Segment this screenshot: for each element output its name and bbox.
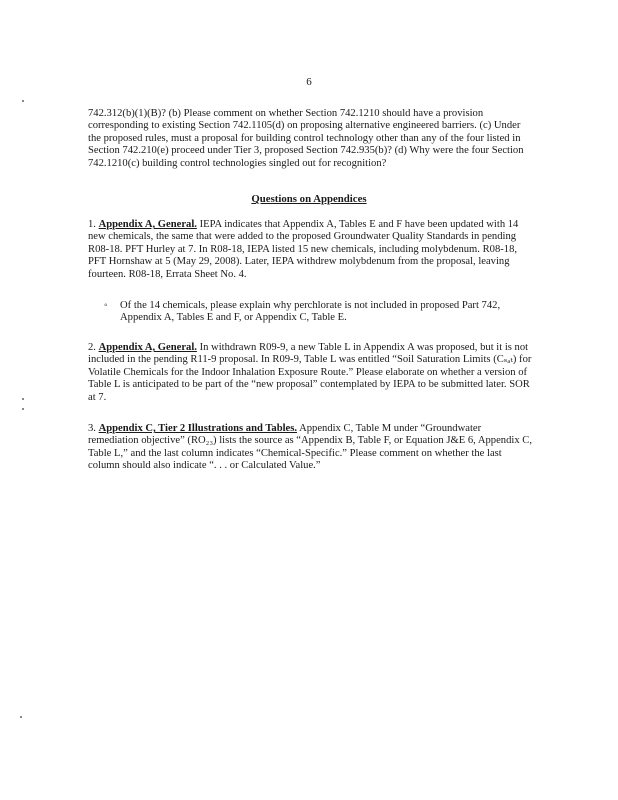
question-2-paragraph (88, 342, 532, 404)
question-1-paragraph (88, 219, 532, 281)
scan-speck (22, 100, 24, 102)
question-2-text: In withdrawn R09-9, a new Table L in Appendix A was proposed, but it is not included in the pending R11-9 proposal. In R09-9, Table L was entitled “Soil Saturation Limits (Cₛₐₜ) for Volatile Chemicals for the Indoor Inhalation Exposure Route.” Please elaborate on whether a version of Table L is anticipated to be part of the “new proposal” contemplated by IEPA to be submitted later. SOR at 7. (88, 342, 532, 403)
question-1 (88, 219, 532, 281)
question-2-lead: Appendix A, General. (98, 342, 197, 353)
question-3-number: 3. (88, 423, 96, 434)
scan-speck (20, 716, 22, 718)
question-3-paragraph (88, 423, 532, 473)
question-2-number: 2. (88, 342, 96, 353)
section-heading: Questions on Appendices (251, 193, 367, 205)
question-3-lead: Appendix C, Tier 2 Illustrations and Tables. (98, 423, 298, 434)
question-1-text: IEPA indicates that Appendix A, Tables E and F have been updated with 14 new chemicals, the same that were added to the proposed Groundwater Quality Standards in pending R08-18. PFT Hurley at 7. In R08-18, IEPA listed 15 new chemicals, including molybdenum. R08-18, PFT Hornshaw at 5 (May 29, 2008). Later, IEPA withdrew molybdenum from the proposal, leaving fourteen. R08-18, Errata Sheet No. 4. (88, 219, 519, 280)
question-1-bullet-text: Of the 14 chemicals, please explain why perchlorate is not included in proposed Part 742, Appendix A, Tables E and F, or Appendix C, Table E. (120, 300, 501, 324)
question-3-text: Appendix C, Table M under “Groundwater remediation objective” (RO₂₃) lists the source as “Appendix B, Table F, or Equation J&E 6, Appendix C, Table L,” and the last column indicates “Chemical-Specific.” Please comment on whether the last column should also indicate “. . . or Calculated Value.” (88, 423, 532, 472)
scan-speck (22, 408, 24, 410)
question-1-lead: Appendix A, General. (98, 219, 197, 230)
question-3 (88, 423, 532, 473)
continued-paragraph (88, 108, 532, 170)
page-number: 6 (306, 76, 312, 88)
continued-paragraph-text: 742.312(b)(1)(B)? (b) Please comment on whether Section 742.1210 should have a provision corresponding to existing Section 742.1105(d) on proposing alternative engineered barriers. (c) Under the proposed rules, must a proposal for building control technology other than any of the four listed in Section 742.210(e) proceed under Tier 3, proposed Section 742.935(b)? (d) Why were the four Section 742.1210(c) building control technologies singled out for recognition? (88, 108, 524, 169)
question-1-number: 1. (88, 219, 96, 230)
bullet-icon: ◦ (104, 300, 108, 311)
scan-speck (22, 398, 24, 400)
question-2 (88, 342, 532, 404)
question-1-bullet (104, 300, 534, 325)
